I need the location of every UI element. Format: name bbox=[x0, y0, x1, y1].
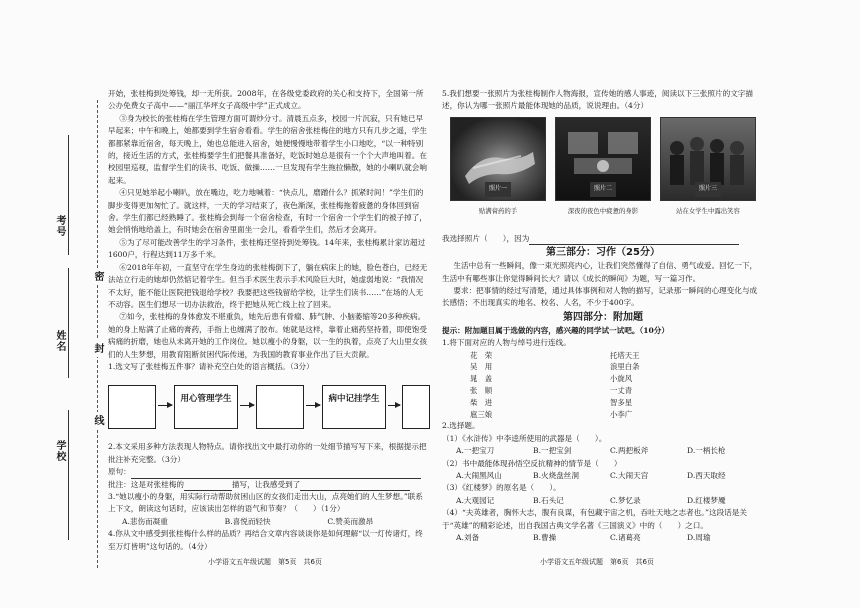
flow-arrow bbox=[158, 405, 172, 406]
match-right-item[interactable]: 一丈青 bbox=[610, 386, 633, 396]
part-3-title: 第三部分：习作（25分） bbox=[546, 247, 660, 259]
photo-set bbox=[442, 117, 764, 229]
photo-2-night-figure bbox=[555, 117, 651, 201]
option-b[interactable]: B.石头记 bbox=[533, 495, 564, 505]
option-a[interactable]: A.一把宝刀 bbox=[456, 446, 495, 456]
question-1: 1.选文写了张桂梅五件事？请补充空白处的语言概括。（3分） bbox=[108, 361, 314, 371]
option-a[interactable]: A.大闹黑风山 bbox=[456, 471, 502, 481]
exam-no-label: 考号 bbox=[54, 215, 65, 237]
option-c[interactable]: C.赞美而激昂 bbox=[327, 516, 374, 526]
option-b[interactable]: B.喜悦而轻快 bbox=[224, 516, 271, 526]
match-left-item[interactable]: 晁 盖 bbox=[470, 374, 493, 384]
option-b[interactable]: B.曹操 bbox=[533, 533, 557, 543]
passage-paragraph: ⑥2018年年初，一直坚守在学生身边的张桂梅倒下了，躺在病床上的她，脸色苍白，已经无法站立行走的她却仍然惦记着学生。但当手术医生表示手术风险巨大时，她虚弱地说：“我情况不太好，能不能让医院把钱退给学校？我要把这些钱留给学校，让学生们读书……”在场的人无不动容。医生们想尽一切办法救治，终于把她从死亡线上拉了回来。 bbox=[108, 262, 428, 309]
seal-fold-line bbox=[97, 100, 98, 568]
option-c[interactable]: C.两把板斧 bbox=[610, 446, 649, 456]
match-right-item[interactable]: 小旋风 bbox=[610, 374, 633, 384]
match-left-item[interactable]: 张 顺 bbox=[470, 386, 493, 396]
sub-question-4-options bbox=[442, 532, 764, 544]
match-right-item[interactable]: 浪里白条 bbox=[610, 362, 640, 372]
passage-paragraph: ④只见她举起小喇叭，放在嘴边，吃力地喊着：“快点儿，磨蹭什么？抓紧时间！”学生们的脚步变得更加匆忙了。就这样，一天的学习结束了，夜色渐深，张桂梅拖着疲惫的身体回到宿舍。学生们都已经熟睡了。张桂梅会到每一个宿舍检查，有时一个宿舍一个学生们的被子掉了，她会悄悄地给盖上，有时她会在宿舍里面坐一会儿，看看学生们，然后才会离开。 bbox=[108, 188, 427, 235]
part-3-prompt: 生活中总有一些瞬间，像一束光照亮内心，让我们突然懂得了自信、勇气或爱。回忆一下，生活中有哪些事让你觉得瞬间长大？请以《成长的瞬间》为题，写一篇习作。 bbox=[442, 261, 758, 283]
option-a[interactable]: A.刘备 bbox=[456, 533, 480, 543]
seal-char-3: 线 bbox=[90, 412, 105, 429]
photo-3-students bbox=[660, 117, 756, 201]
question-5: 5.我们想要一张照片为张桂梅制作人物海报，宣传她的感人事迹，阅读以下三张照片的文字描述，你认为哪一张照片最能体现她的品质，说说理由。（4分） bbox=[442, 89, 753, 111]
name-label: 姓名 bbox=[54, 330, 65, 352]
part-4-title: 第四部分：附加题 bbox=[563, 311, 643, 323]
school-label: 学校 bbox=[54, 440, 65, 462]
option-b[interactable]: B.一把宝剑 bbox=[533, 446, 572, 456]
match-left-item[interactable]: 柴 进 bbox=[470, 397, 493, 407]
match-left-item[interactable]: 花 荣 bbox=[470, 350, 493, 360]
option-c[interactable]: C.大闹天宫 bbox=[610, 471, 649, 481]
photo-1-caption: 贴满膏药的手 bbox=[478, 206, 518, 215]
flow-box-5[interactable] bbox=[402, 385, 430, 429]
photo-3-caption: 站在女学生中露出笑容 bbox=[676, 206, 740, 215]
flow-box-4: 病中记挂学生 bbox=[322, 385, 386, 429]
question-2-answer-original: 原句： bbox=[108, 466, 430, 478]
passage-paragraph: ③身为校长的张桂梅在学生管理方面可谓炒分寸。清晨五点多，校园一片沉寂，只有她已早早起来；中午和晚上，她都要到学生宿舍看看。学生的宿舍张桂梅住的地方只有几步之遥，学生都都紧靠近宿舍，每天晚上，她也总能进入宿舍，她便慢慢地带着学生小口地吃，“以一种特别的，接近生活的方式，张桂梅要学生们把餐具准备好，吃饭时她总是很有一个个大声地叫着。在校园里巡视，监督学生们的读书、吃饭、做操……一旦发现有学生拖拉懒散，她的小喇叭就会响起来。 bbox=[108, 113, 427, 185]
sub-question-2-options bbox=[442, 470, 764, 482]
seal-char-2: 封 bbox=[90, 340, 105, 357]
page-6-footer: 小学语文五年级试题 第6页 共6页 bbox=[540, 558, 654, 566]
page-5-footer: 小学语文五年级试题 第5页 共6页 bbox=[208, 558, 322, 566]
match-right-item[interactable]: 智多星 bbox=[610, 397, 633, 407]
match-right-item[interactable]: 小李广 bbox=[610, 409, 633, 419]
photo-2-caption: 深夜的夜色中疲惫的身影 bbox=[567, 206, 639, 215]
sub-question-1: （1）《水浒传》中李逵所使用的武器是（ ）。 bbox=[442, 433, 607, 443]
flow-box-1[interactable] bbox=[108, 385, 156, 429]
option-d[interactable]: D.周瑜 bbox=[687, 533, 711, 543]
bonus-question-2: 2.选择题。 bbox=[442, 421, 480, 431]
page-6-column bbox=[442, 88, 764, 545]
option-d[interactable]: D.一柄长枪 bbox=[687, 446, 726, 456]
exam-no-line bbox=[68, 135, 69, 255]
option-a[interactable]: A.悲伤而凝重 bbox=[122, 516, 168, 526]
passage-paragraph: ⑦如今，张桂梅的身体愈发不堪重负，她先后患有骨瘤、肺气肿、小脑萎缩等20多种疾病。她的身上贴满了止痛的膏药，手指上也缠满了胶布。她就是这样，靠着止痛药坚持着，即使饱受病痛的折磨，她也从未离开她的工作岗位。她以瘦小的身躯，以一生的执着，点亮了大山里女孩们的人生梦想，用教育阻断贫困代际传递，为我国的教育事业作出了巨大贡献。 bbox=[108, 312, 427, 359]
question-3: 3.“她以瘦小的身躯，用实际行动帮助贫困山区的女孩们走出大山，点亮她们的人生梦想。”联系上下文，朗读这句话时，应该读出怎样的语气和节奏？（ ）（1分） bbox=[108, 491, 423, 514]
photo-3-tag: 照片三 bbox=[695, 182, 721, 196]
question-3-options bbox=[108, 516, 430, 528]
passage-paragraph: 开始，张桂梅到处筹钱，却一无所获。2008年，在各级党委政府的关心和支持下，全国第一所公办免费女子高中——“丽江华坪女子高级中学”正式成立。 bbox=[108, 89, 424, 111]
flow-box-2: 用心管理学生 bbox=[174, 385, 238, 429]
option-a[interactable]: A.大观园记 bbox=[456, 495, 495, 505]
question-5-answer: 我选择照片（ ），因为 bbox=[442, 233, 764, 245]
question-1-flowchart bbox=[108, 379, 430, 437]
passage-paragraph: ⑤为了尽可能改善学生的学习条件，张桂梅还坚持到处筹钱。14年来，张桂梅累计家访超过1600户，行程达到11万多千米。 bbox=[108, 237, 426, 260]
option-d[interactable]: D.红楼梦魇 bbox=[687, 495, 726, 505]
option-d[interactable]: D.西天取经 bbox=[687, 471, 726, 481]
flow-arrow bbox=[240, 405, 254, 406]
match-right-item[interactable]: 托塔天王 bbox=[610, 350, 640, 360]
sub-question-4: （4）“夫英雄者，胸怀大志，腹有良谋，有包藏宇宙之机，吞吐天地之志者也。”这段话是关于“英雄”的精彩论述，出自我国古典文学名著《三国演义》中的（ ）之口。 bbox=[442, 508, 747, 530]
school-line bbox=[68, 410, 69, 540]
question-4: 4.你从文中感受到张桂梅什么样的品质？再结合文章内容谈谈你是如何理解“以一灯传诸灯，终至万灯皆明”这句话的。（4分） bbox=[108, 529, 423, 551]
question-2: 2.本文采用多种方法表现人物特点。请你找出文中最打动你的一处细节描写写下来，根据提示把批注补充完整。（3分） bbox=[108, 442, 427, 464]
option-c[interactable]: C.梦忆录 bbox=[610, 495, 641, 505]
matching-pairs bbox=[470, 350, 764, 421]
match-left-item[interactable]: 扈三娘 bbox=[470, 409, 493, 419]
name-line bbox=[68, 268, 69, 378]
photo-1-hands bbox=[450, 117, 546, 201]
sub-question-2: （2）书中最能体现孙悟空反抗精神的情节是（ ） bbox=[442, 458, 622, 468]
part-4-tip: 提示：附加题目属于选做的内容，感兴趣的同学试一试吧。（10分） bbox=[442, 325, 669, 335]
photo-1-tag: 照片一 bbox=[485, 182, 511, 196]
match-left-item[interactable]: 吴 用 bbox=[470, 362, 493, 372]
option-c[interactable]: C.诸葛亮 bbox=[610, 533, 641, 543]
page-5-column bbox=[108, 88, 430, 553]
flow-arrow bbox=[388, 405, 400, 406]
part-3-requirements: 要求：把事情的经过写清楚，通过具体事例和对人物的描写，记录那一瞬间的心理变化与成长感悟；不出现真实的地名、校名、人名，不少于400字。 bbox=[442, 286, 758, 308]
sub-question-3: （3）《红楼梦》的原名是（ ）。 bbox=[442, 483, 561, 493]
flow-box-3[interactable] bbox=[256, 385, 304, 429]
sub-question-1-options bbox=[442, 445, 764, 457]
sub-question-3-options bbox=[442, 495, 764, 507]
option-b[interactable]: B.火烧盘丝洞 bbox=[533, 471, 579, 481]
seal-char-1: 密 bbox=[90, 268, 105, 285]
bonus-question-1: 1.将下面对应的人物与绰号进行连线。 bbox=[442, 338, 571, 348]
photo-2-tag: 照片二 bbox=[590, 182, 616, 196]
flow-arrow bbox=[306, 405, 320, 406]
question-2-answer-note: 批注：这是对张桂梅的 描写，让我感受到了 bbox=[108, 479, 430, 491]
